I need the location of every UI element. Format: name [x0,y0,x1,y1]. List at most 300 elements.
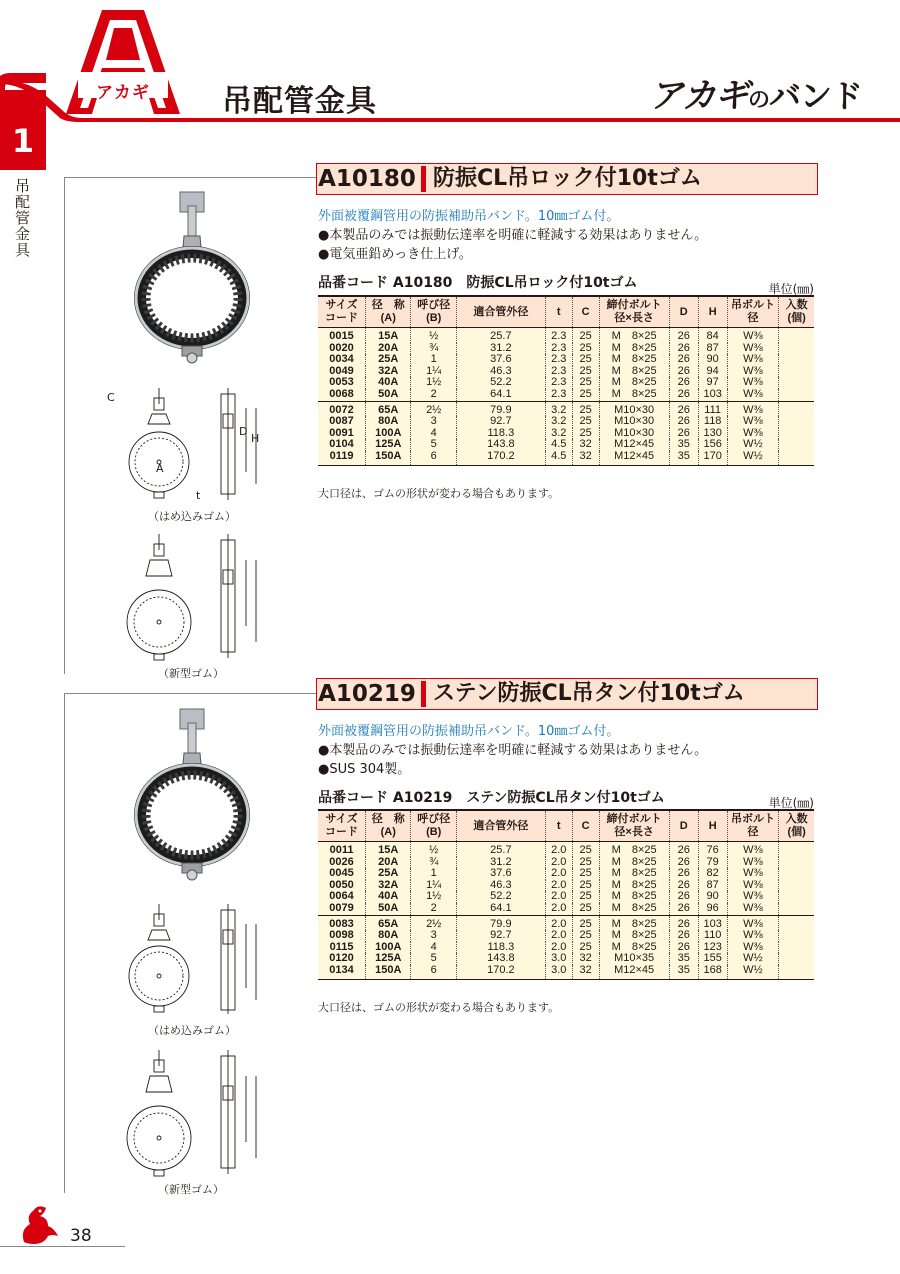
table-note: 大口径は、ゴムの形状が変わる場合もあります。 [318,1001,560,1014]
table-cell: 25 [572,842,599,857]
table-cell: 25 [572,915,599,930]
column-header [572,296,599,328]
table-cell [779,416,814,428]
drawing-caption: （新型ゴム） [158,1183,224,1196]
column-header [599,810,669,842]
column-header-line: (B) [426,826,442,838]
table-cell: 0053 [318,377,366,389]
table-cell: M12×45 [599,451,669,465]
table-cell: 118.3 [456,942,545,954]
table-cell: 64.1 [456,903,545,915]
table-cell: 25 [572,401,599,416]
table-cell: 118 [698,416,727,428]
product-header [316,163,818,195]
column-header-line: 径 称 [371,813,405,825]
dim-label-d: D [239,425,248,438]
product-separator [421,166,426,192]
table-cell: 25 [572,366,599,378]
table-cell: 2.0 [545,891,572,903]
column-header-line: C [581,819,590,832]
table-cell: 87 [698,343,727,355]
description-bullet: ●本製品のみでは振動伝達率を明確に軽減する効果はありません。 [318,228,708,243]
table-cell: 26 [669,930,698,942]
table-cell: 0119 [318,451,366,465]
table-cell: M 8×25 [599,366,669,378]
column-header [411,810,456,842]
table-cell: 111 [698,401,727,416]
spec-table [318,295,814,466]
table-cell: M12×45 [599,965,669,979]
table-cell: 1½ [411,891,456,903]
product-code: A10180 [318,166,416,192]
table-cell: 0087 [318,416,366,428]
table-cell: 92.7 [456,416,545,428]
table-cell: 25A [366,354,411,366]
table-cell: 143.8 [456,953,545,965]
table-cell: W⅜ [727,389,779,401]
table-cell: W⅜ [727,880,779,892]
column-header [318,810,366,842]
table-cell [779,953,814,965]
table-cell: 76 [698,842,727,857]
table-cell: 84 [698,328,727,343]
table-cell: 1 [411,868,456,880]
table-row [318,451,814,465]
table-cell [779,366,814,378]
table-cell: W⅜ [727,857,779,869]
table-cell: M 8×25 [599,328,669,343]
table-cell: 155 [698,953,727,965]
table-cell: M10×30 [599,428,669,440]
table-cell: 125A [366,439,411,451]
table-cell: 35 [669,451,698,465]
table-cell: 0083 [318,915,366,930]
table-cell: 31.2 [456,343,545,355]
description-bullet: ●SUS 304製。 [318,762,411,777]
column-header [545,810,572,842]
table-title: 品番コード A10180 防振CL吊ロック付10tゴム [318,275,638,291]
table-cell: 2.0 [545,880,572,892]
table-cell [779,857,814,869]
logo-text: アカギ [96,83,150,103]
table-cell: W⅜ [727,401,779,416]
table-cell: W⅜ [727,903,779,915]
table-cell: 5 [411,953,456,965]
table-cell: W⅜ [727,930,779,942]
table-cell: 32 [572,953,599,965]
table-cell: 0068 [318,389,366,401]
table-row [318,842,814,857]
section-2-rule [64,693,65,1193]
table-cell: 79.9 [456,915,545,930]
table-cell: 52.2 [456,891,545,903]
table-cell: 156 [698,439,727,451]
table-cell [779,930,814,942]
table-cell: 25 [572,428,599,440]
table-cell: 0064 [318,891,366,903]
page-title: 吊配管金具 [222,84,377,119]
table-cell: 26 [669,354,698,366]
table-cell: 50A [366,389,411,401]
table-cell: 15A [366,328,411,343]
column-header [318,296,366,328]
table-cell: 25.7 [456,842,545,857]
table-cell: M 8×25 [599,857,669,869]
table-cell: 26 [669,891,698,903]
column-header-line: t [556,819,561,832]
product-separator [421,681,426,707]
table-cell: M 8×25 [599,377,669,389]
table-cell [779,868,814,880]
column-header-line: 入数 [785,813,808,825]
table-cell: 25 [572,903,599,915]
table-cell: 2.0 [545,868,572,880]
section-1-frame [64,177,316,178]
table-cell: M 8×25 [599,942,669,954]
column-header [456,810,545,842]
table-cell: 0020 [318,343,366,355]
table-cell: 80A [366,416,411,428]
column-header-line: H [708,819,717,832]
table-cell: 25A [366,868,411,880]
dim-label-c: C [107,391,115,404]
table-cell: 143.8 [456,439,545,451]
table-row [318,965,814,979]
table-cell: 25 [572,328,599,343]
table-cell: 40A [366,377,411,389]
table-cell: 0134 [318,965,366,979]
table-cell: 3.2 [545,428,572,440]
table-cell: 110 [698,930,727,942]
table-cell: 0049 [318,366,366,378]
table-cell: 2.0 [545,857,572,869]
column-header-line: 呼び径 [417,813,451,825]
table-cell: 32 [572,439,599,451]
table-cell [779,354,814,366]
table-cell: 35 [669,439,698,451]
table-cell [779,401,814,416]
column-header-line: 径×長さ [614,826,654,838]
table-cell: 87 [698,880,727,892]
spec-table [318,809,814,980]
table-cell [779,842,814,857]
table-cell: 25 [572,891,599,903]
table-cell: W⅜ [727,366,779,378]
table-cell: M 8×25 [599,903,669,915]
table-cell: W⅜ [727,328,779,343]
table-cell: W⅜ [727,942,779,954]
akagi-logo [58,6,188,118]
column-header-line: 適合管外径 [473,819,529,832]
table-cell [779,428,814,440]
table-cell: 32A [366,366,411,378]
column-header-line: 締付ボルト [606,299,662,311]
table-cell: 26 [669,377,698,389]
column-header-line: サイズ [325,813,358,825]
dimension-drawing [126,902,266,1017]
mascot-icon [18,1200,64,1246]
table-cell: W½ [727,965,779,979]
column-header-line: 径 [747,312,759,324]
table-cell: 25 [572,880,599,892]
table-cell: 32 [572,451,599,465]
column-header [572,810,599,842]
column-header-line: C [581,305,590,318]
table-row [318,328,814,343]
table-cell: M 8×25 [599,930,669,942]
brand-band: バンド [768,77,862,115]
table-cell: 2.0 [545,930,572,942]
column-header-line: 入数 [785,299,808,311]
table-cell: 26 [669,868,698,880]
column-header-line: (A) [380,826,396,838]
table-cell: 82 [698,868,727,880]
table-cell: 15A [366,842,411,857]
column-header-line: 締付ボルト [606,813,662,825]
column-header [727,810,779,842]
table-cell: 0011 [318,842,366,857]
table-cell: 64.1 [456,389,545,401]
table-cell: 2.0 [545,915,572,930]
column-header [779,296,814,328]
table-cell: 3 [411,416,456,428]
table-cell: 26 [669,880,698,892]
table-cell: 3.0 [545,965,572,979]
table-cell: 26 [669,842,698,857]
column-header-line: 径×長さ [614,312,654,324]
table-cell: 25 [572,389,599,401]
table-cell: 31.2 [456,857,545,869]
table-cell: 170 [698,451,727,465]
table-cell: 79.9 [456,401,545,416]
unit-label: 単位(㎜) [768,282,814,296]
table-cell: 123 [698,942,727,954]
table-cell: 25 [572,343,599,355]
table-cell: 90 [698,891,727,903]
table-cell: 26 [669,428,698,440]
table-cell [779,965,814,979]
product-name: 防振CL吊ロック付10tゴム [433,166,702,191]
table-cell: 2 [411,389,456,401]
table-cell: M 8×25 [599,343,669,355]
table-cell: M 8×25 [599,354,669,366]
table-cell: 2.3 [545,366,572,378]
brand-no: の [747,88,769,113]
dim-label-t: t [196,489,201,502]
table-cell: M 8×25 [599,891,669,903]
table-cell: 0115 [318,942,366,954]
column-header [599,296,669,328]
table-cell: 26 [669,903,698,915]
table-cell: W⅜ [727,416,779,428]
brand-title [649,68,862,117]
table-cell: 25 [572,942,599,954]
table-title: 品番コード A10219 ステン防振CL吊タン付10tゴム [318,790,665,806]
table-cell: 96 [698,903,727,915]
table-cell: 0034 [318,354,366,366]
column-header-line: 吊ボルト [730,813,775,825]
table-cell: 118.3 [456,428,545,440]
column-header [779,810,814,842]
section-1-rule [64,177,65,674]
table-cell: ½ [411,842,456,857]
column-header-line: 呼び径 [417,299,451,311]
table-cell: 0045 [318,868,366,880]
table-cell: 26 [669,343,698,355]
table-cell: W⅜ [727,343,779,355]
table-cell: 25 [572,416,599,428]
table-cell: 20A [366,857,411,869]
table-cell: 0120 [318,953,366,965]
table-cell: 26 [669,416,698,428]
page-number: 38 [70,1226,92,1246]
product-description [318,722,707,779]
table-cell: W½ [727,439,779,451]
table-cell: 6 [411,965,456,979]
table-cell: 26 [669,401,698,416]
table-cell: 2½ [411,915,456,930]
table-cell: 37.6 [456,868,545,880]
table-cell: 35 [669,953,698,965]
description-lead: 外面被覆鋼管用の防振補助吊バンド。10㎜ゴム付。 [318,209,620,224]
chapter-label: 吊配管金具 [13,178,31,258]
column-header [669,810,698,842]
table-row [318,389,814,401]
table-cell: W⅜ [727,915,779,930]
column-header-line: t [556,305,561,318]
table-cell: 0098 [318,930,366,942]
table-cell: 130 [698,428,727,440]
column-header-line: D [679,819,688,832]
table-cell: 25.7 [456,328,545,343]
product-description [318,207,707,264]
product-header [316,678,818,710]
table-cell: 2.0 [545,903,572,915]
table-cell: 2.3 [545,343,572,355]
table-cell: 5 [411,439,456,451]
table-cell: M 8×25 [599,880,669,892]
table-cell: 0091 [318,428,366,440]
table-cell: 35 [669,965,698,979]
table-cell: 0079 [318,903,366,915]
column-header-line: 吊ボルト [730,299,775,311]
product-name: ステン防振CL吊タン付10tゴム [433,681,745,706]
table-cell: 3.2 [545,416,572,428]
table-cell: 97 [698,377,727,389]
table-row [318,930,814,942]
drawing-caption: （はめ込みゴム） [148,510,236,523]
table-cell: 170.2 [456,451,545,465]
table-cell: 2.0 [545,842,572,857]
product-photo [128,705,256,883]
table-cell: 20A [366,343,411,355]
table-cell: W⅜ [727,891,779,903]
table-cell: 1 [411,354,456,366]
table-cell: 26 [669,366,698,378]
column-header [545,296,572,328]
table-cell: 103 [698,389,727,401]
table-cell: M10×30 [599,416,669,428]
column-header [669,296,698,328]
table-cell: 2.3 [545,389,572,401]
table-cell: 2.3 [545,328,572,343]
table-cell [779,903,814,915]
table-cell [779,377,814,389]
column-header [366,296,411,328]
table-cell: W½ [727,451,779,465]
table-cell: W⅜ [727,868,779,880]
column-header-line: D [679,305,688,318]
column-header [698,810,727,842]
table-cell: W⅜ [727,842,779,857]
table-cell: W⅜ [727,354,779,366]
table-header-row [318,296,814,328]
table-cell: 25 [572,377,599,389]
table-cell: ¾ [411,343,456,355]
table-cell: 150A [366,965,411,979]
table-cell: 37.6 [456,354,545,366]
table-cell: 4 [411,428,456,440]
table-cell: 65A [366,401,411,416]
column-header-line: H [708,305,717,318]
table-cell: W½ [727,953,779,965]
table-header-row [318,810,814,842]
table-cell [779,915,814,930]
table-cell: 6 [411,451,456,465]
description-bullet: ●電気亜鉛めっき仕上げ。 [318,247,472,262]
chapter-number: 1 [11,122,35,160]
table-cell: M12×45 [599,439,669,451]
product-photo [128,188,256,366]
table-cell: 0104 [318,439,366,451]
column-header-line: (A) [380,312,396,324]
table-row [318,401,814,416]
table-cell: 26 [669,942,698,954]
table-cell: 0072 [318,401,366,416]
table-cell: 2.3 [545,377,572,389]
brand-main: アカギ [649,76,748,116]
table-row [318,915,814,930]
table-cell: 40A [366,891,411,903]
table-cell [779,343,814,355]
table-cell: 25 [572,857,599,869]
column-header-line: サイズ [325,299,358,311]
dimension-drawing [126,384,266,504]
table-cell: 46.3 [456,366,545,378]
table-row [318,416,814,428]
table-cell: M 8×25 [599,842,669,857]
table-cell: 103 [698,915,727,930]
table-cell [779,891,814,903]
table-cell: 52.2 [456,377,545,389]
table-cell: 94 [698,366,727,378]
table-cell: 100A [366,428,411,440]
table-cell: 90 [698,354,727,366]
table-cell: 80A [366,930,411,942]
column-header [727,296,779,328]
table-cell: 1¼ [411,366,456,378]
table-cell: 1¼ [411,880,456,892]
table-cell: 65A [366,915,411,930]
table-cell: W⅜ [727,377,779,389]
column-header-line: 径 称 [371,299,405,311]
column-header-line: (B) [426,312,442,324]
table-cell: 3.0 [545,953,572,965]
table-cell: ½ [411,328,456,343]
drawing-caption: （はめ込みゴム） [148,1024,236,1037]
table-cell [779,328,814,343]
dim-label-a: A [156,462,164,475]
